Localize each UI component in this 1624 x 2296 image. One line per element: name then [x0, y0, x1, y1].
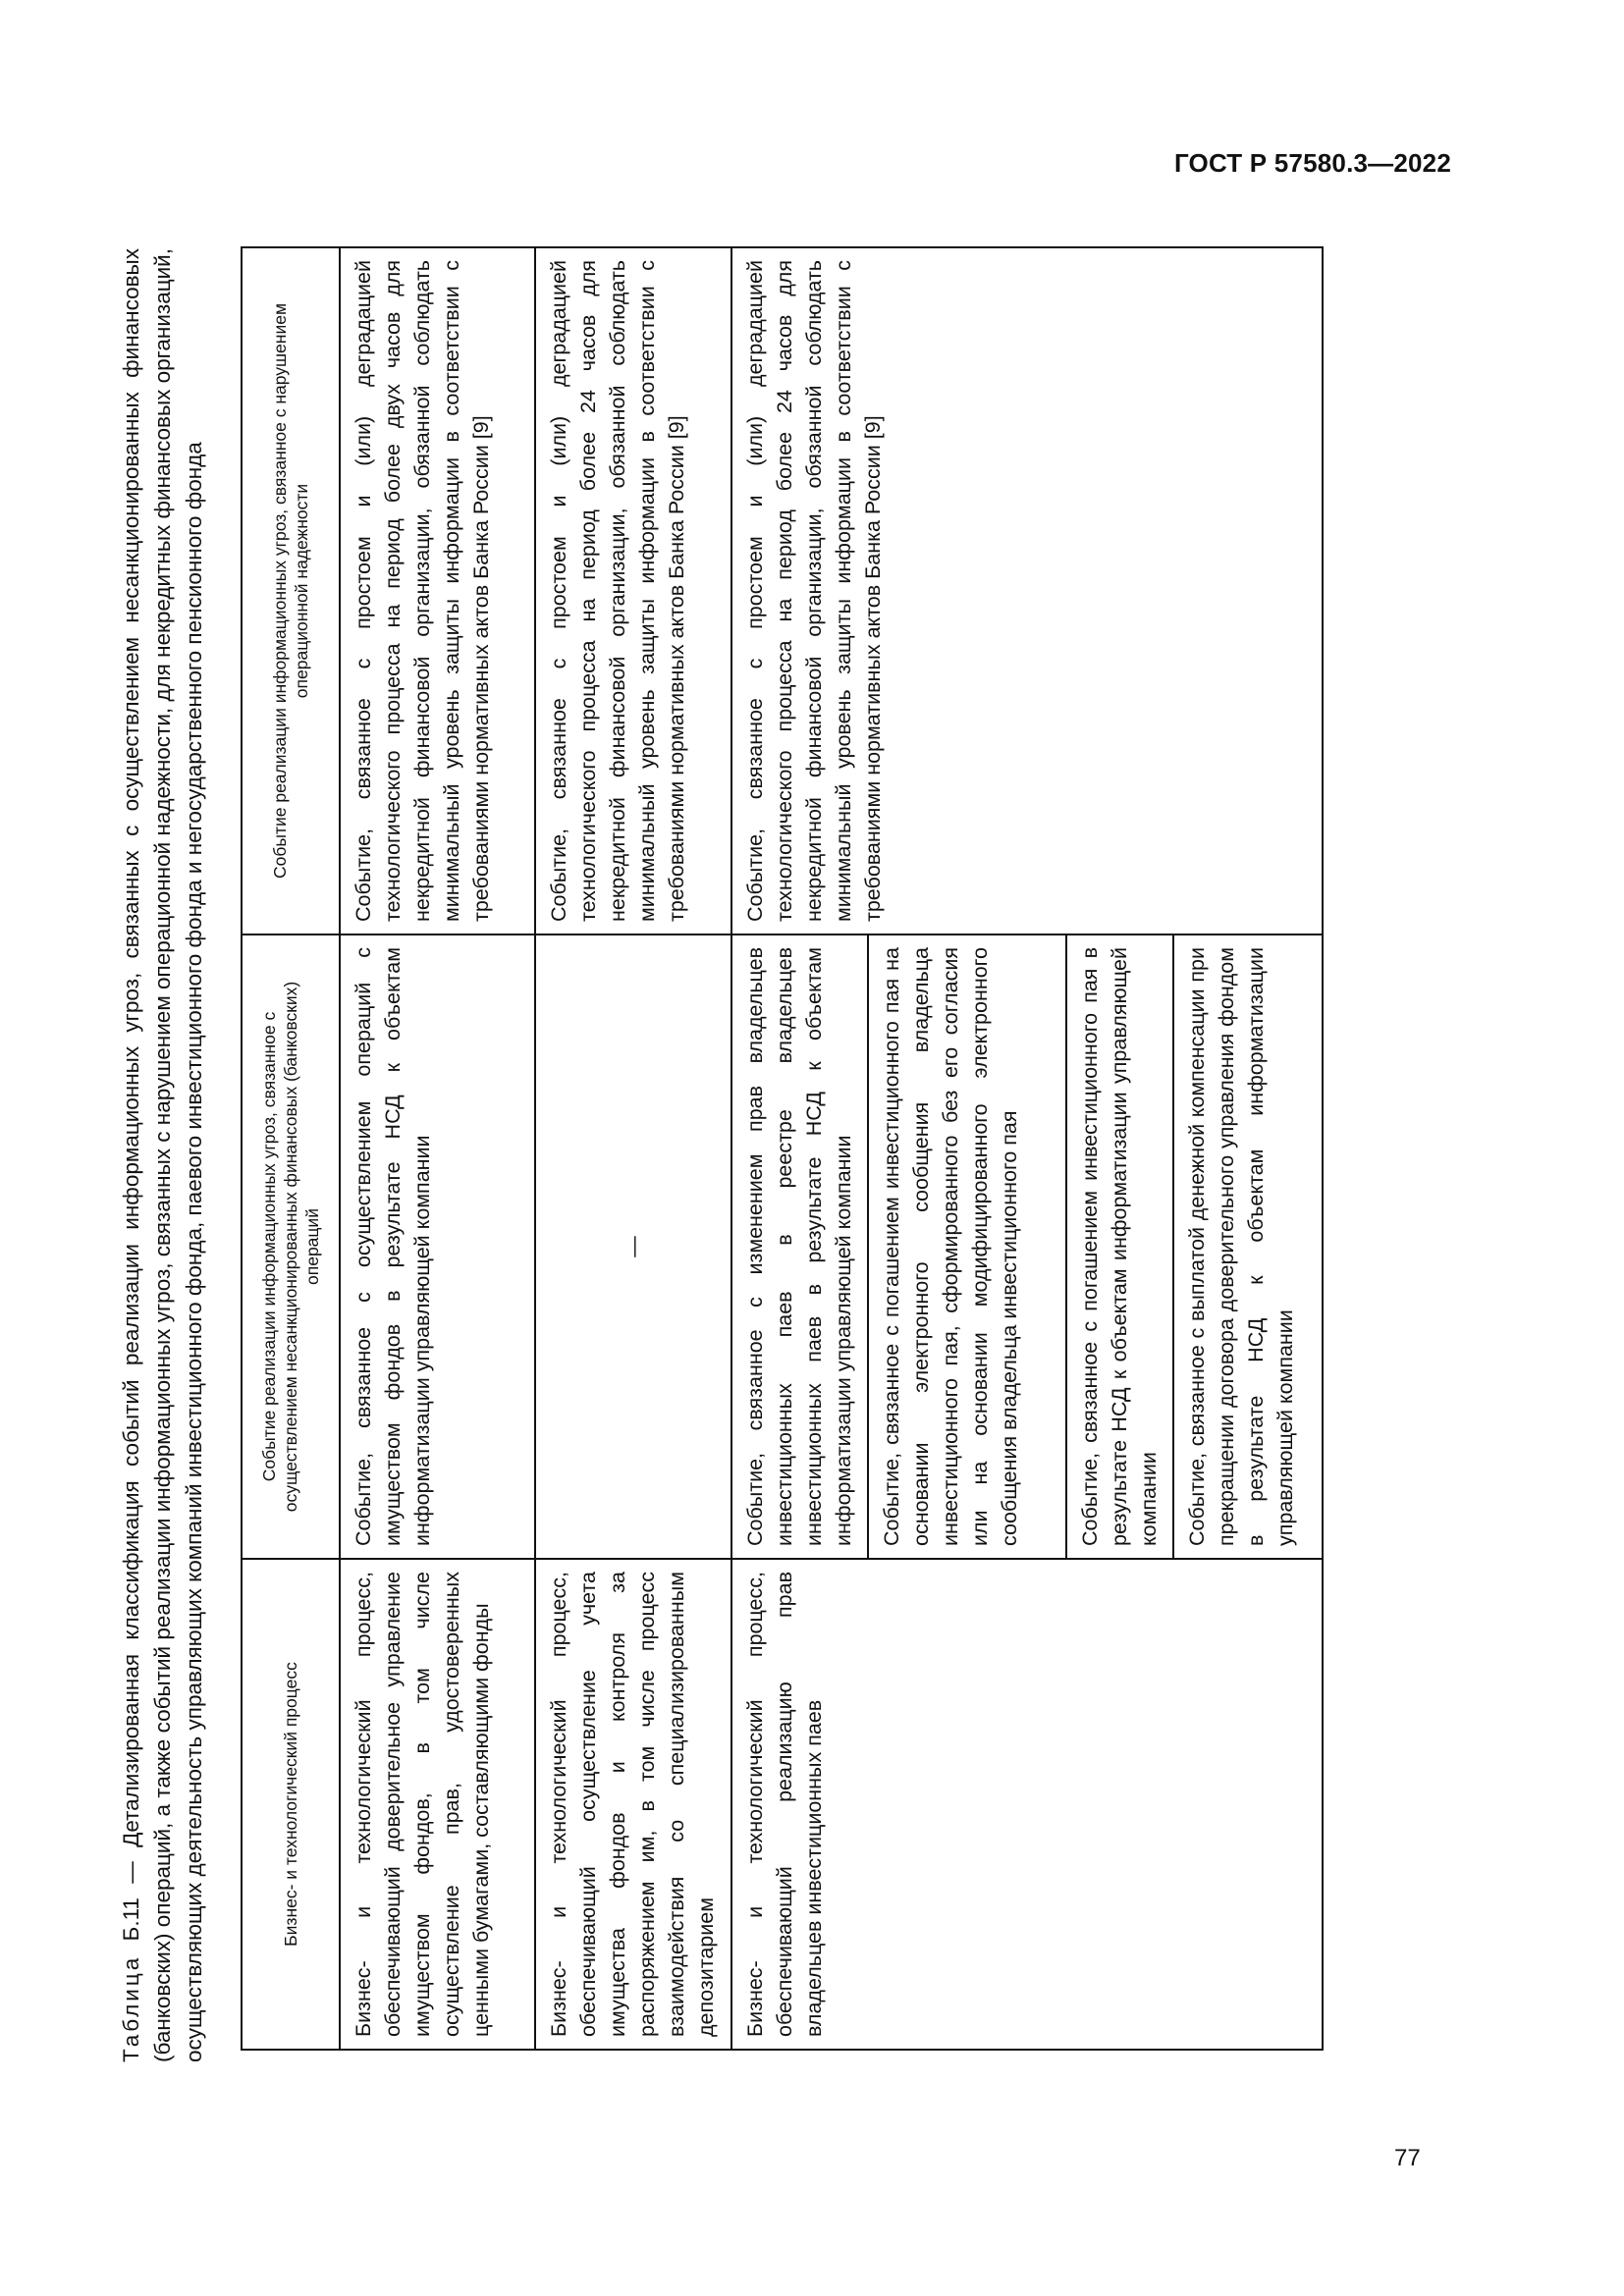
reliability-event-cell: Событие, связанное с простоем и (или) деградацией технологического процесса на период более двух часов для некредитной финансовой организации, обязанной соблюдать минимальный уровень защиты информации в соответствии с требованиями нормативных актов Банка России [9]: [340, 247, 535, 934]
dash-mark: —: [621, 1236, 645, 1257]
unauthorized-event-cell-empty: [535, 934, 731, 1559]
unauthorized-event-cell: Событие, связанное с погашением инвестиционного пая в результате НСД к объектам информатизации управляющей компании: [1066, 934, 1173, 1559]
process-cell: Бизнес- и технологический процесс, обеспечивающий реализацию прав владельцев инвестиционных паев: [731, 1559, 1323, 2050]
header-unauthorized-operations: Событие реализации информационных угроз, связанное с осуществлением несанкционированных финансовых (банковских) операций: [242, 934, 340, 1559]
header-process: Бизнес- и технологический процесс: [242, 1559, 340, 2050]
table-row: [731, 247, 868, 2050]
table-caption-text: Б.11 — Детализированная классификация событий реализации информационных угроз, связанных с осуществлением несанкционированных финансовых (банковских) операций, а также событий реализации информационных угроз, связанных с нарушением операционной надежности, для некредитных финансовых организаций, осуществляющих деятельность управляющих компаний инвестиционного фонда, паевого инвестиционного фонда и негосударственного пенсионного фонда: [119, 248, 206, 2062]
process-cell: Бизнес- и технологический процесс, обеспечивающий доверительное управление имуществом фондов, в том числе осуществление прав, удостоверенных ценными бумагами, составляющими фонды: [340, 1559, 535, 2050]
header-operational-reliability: Событие реализации информационных угроз, связанное с нарушением операционной надежности: [242, 247, 340, 934]
unauthorized-event-cell: Событие, связанное с изменением прав владельцев инвестиционных паев в реестре владельцев инвестиционных паев в результате НСД к объектам информатизации управляющей компании: [731, 934, 868, 1559]
reliability-event-cell: Событие, связанное с простоем и (или) деградацией технологического процесса на период более 24 часов для некредитной финансовой организации, обязанной соблюдать минимальный уровень защиты информации в соответствии с требованиями нормативных актов Банка России [9]: [731, 247, 1323, 934]
table-row: [535, 247, 731, 2050]
standard-code: ГОСТ Р 57580.3—2022: [1173, 148, 1451, 178]
table-header-row: [242, 247, 340, 2050]
reliability-event-cell: Событие, связанное с простоем и (или) деградацией технологического процесса на период более 24 часов для некредитной финансовой организации, обязанной соблюдать минимальный уровень защиты информации в соответствии с требованиями нормативных актов Банка России [9]: [535, 247, 731, 934]
table-caption-prefix: Таблица: [119, 1954, 143, 2062]
unauthorized-event-cell: Событие, связанное с выплатой денежной компенсации при прекращении договора доверительного управления фондом в результате НСД к объектам информатизации управляющей компании: [1173, 934, 1323, 1559]
classification-table: [241, 246, 1324, 2051]
rotated-landscape-content: [116, 248, 1324, 2062]
unauthorized-event-cell: Событие, связанное с осуществлением операций с имуществом фондов в результате НСД к объектам информатизации управляющей компании: [340, 934, 535, 1559]
page-number: 77: [1394, 2145, 1421, 2171]
unauthorized-event-cell: Событие, связанное с погашением инвестиционного пая на основании электронного сообщения владельца инвестиционного пая, сформированного без его согласия или на основании модифицированного электронного сообщения владельца инвестиционного пая: [868, 934, 1066, 1559]
table-row: [340, 247, 535, 2050]
table-caption: [116, 248, 210, 2062]
process-cell: Бизнес- и технологический процесс, обеспечивающий осуществление учета имущества фондов и контроля за распоряжением им, в том числе процесс взаимодействия со специализированным депозитарием: [535, 1559, 731, 2050]
